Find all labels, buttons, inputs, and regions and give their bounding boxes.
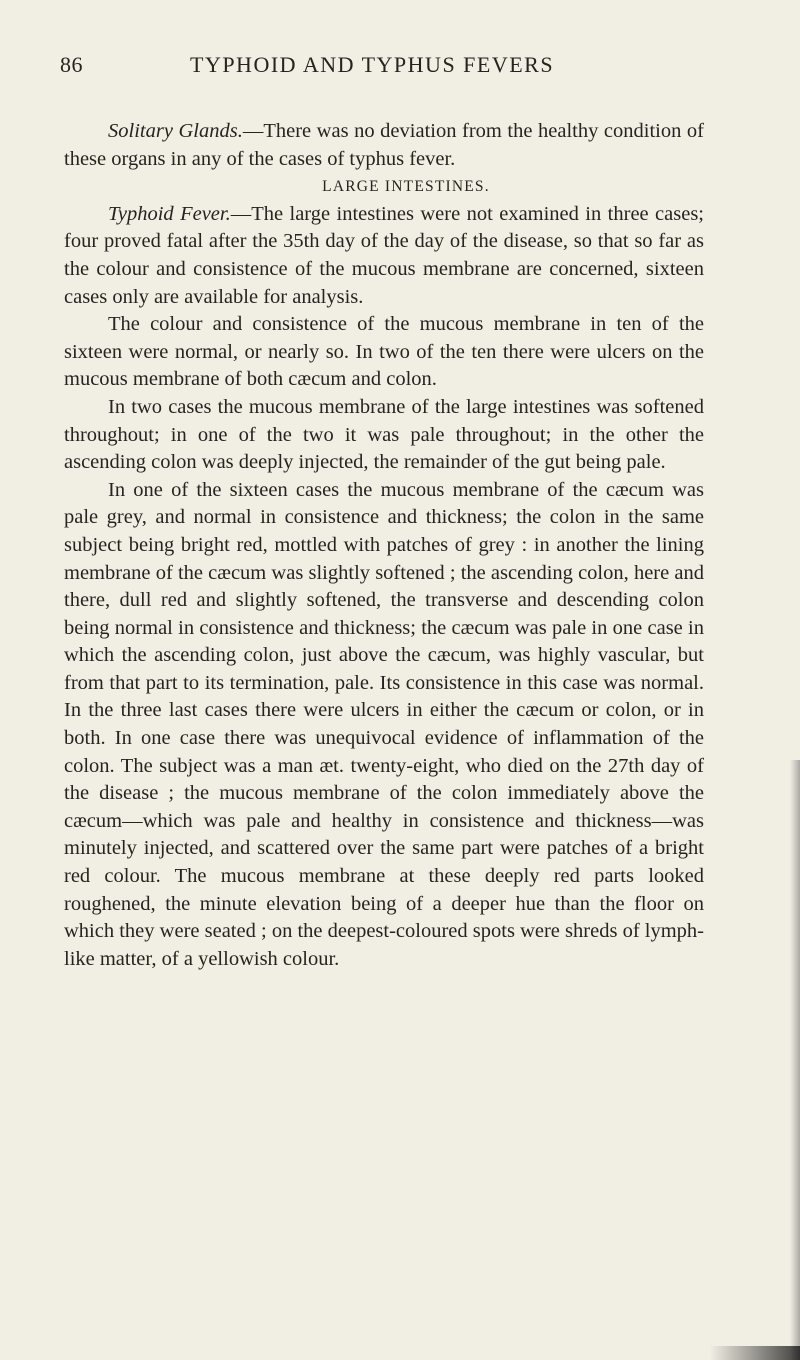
body-text [64, 118, 704, 973]
page-number: 86 [60, 52, 83, 77]
page-corner-shadow [710, 1346, 800, 1360]
paragraph-solitary-glands [64, 118, 704, 173]
paragraph-typhoid-fever [64, 201, 704, 311]
running-head: TYPHOID AND TYPHUS FEVERS [190, 52, 555, 77]
page-header [60, 52, 740, 82]
paragraph-text: —The large intestines were not examined in three cases; four proved fatal after the 35th day of the day of the disease, so that so far as the colour and consistence of the mucous membrane are concerned, sixteen cases only are available for analysis. [64, 202, 704, 308]
paragraph-text: —There was no deviation from the healthy condition of these organs in any of the cases of typhus fever. [64, 120, 704, 170]
page-edge-shadow [790, 760, 800, 1360]
runin-heading-solitary-glands: Solitary Glands. [108, 120, 243, 142]
section-heading: LARGE INTESTINES. [322, 178, 490, 196]
runin-heading-typhoid-fever: Typhoid Fever. [108, 202, 231, 225]
paragraph: In two cases the mucous membrane of the large intestines was softened throughout; in one of the two it was pale throughout; in the other the ascending colon was deeply injected, the remainder of the gut being pale. [64, 395, 704, 474]
paragraph: The colour and consistence of the mucous membrane in ten of the sixteen were normal, or nearly so. In two of the ten there were ulcers on the mucous membrane of both cæcum and colon. [64, 313, 704, 391]
paragraph: In one of the sixteen cases the mucous membrane of the cæcum was pale grey, and normal in consistence and thickness; the colon in the same subject being bright red, mottled with patches of grey : in another the lining membrane of the cæcum was slightly softened ; the ascending colon, here and there, dull red and slightly softened, the transverse and descending colon being normal in consistence and thickness; the cæcum was pale in one case in which the ascending colon, just above the cæcum, was highly vascular, but from that part to its termination, pale. Its consistence in this case was normal. In the three last cases there were ulcers in either the cæcum or colon, or in both. In one case there was unequivocal evidence of inflammation of the colon. The subject was a man æt. twenty-eight, who died on the 27th day of the disease ; the mucous membrane of the colon immediately above the cæcum—which was pale and healthy in consistence and thickness—was minutely injected, and scattered over the same part were patches of a bright red colour. The mucous membrane at these deeply red parts looked roughened, the minute elevation being of a deeper hue than the floor on which they were seated ; on the deepest-coloured spots were shreds of lymph-like matter, of a yellowish colour. [64, 478, 704, 970]
